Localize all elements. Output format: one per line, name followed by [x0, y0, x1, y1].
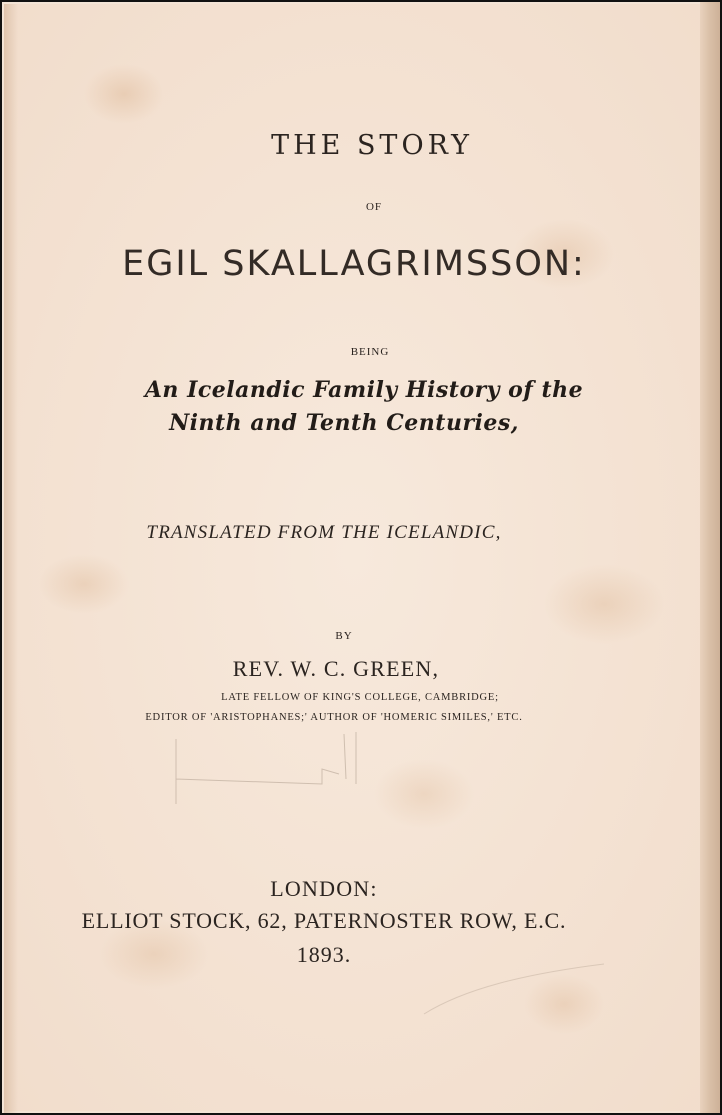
title-line-2: EGIL SKALLAGRIMSSON:: [122, 244, 586, 284]
right-page-edge: [700, 2, 720, 1113]
pencil-marks: [4, 4, 704, 1111]
publication-place: LONDON:: [270, 876, 378, 901]
author-name: REV. W. C. GREEN,: [232, 656, 440, 681]
publication-year: 1893.: [296, 942, 352, 967]
author-credential-1: LATE FELLOW OF KING'S COLLEGE, CAMBRIDGE;: [221, 692, 499, 703]
title-connector: OF: [365, 201, 383, 213]
subtitle-line-1: An Icelandic Family History of the: [144, 377, 584, 403]
title-line-1: THE STORY: [271, 130, 473, 161]
by-label: BY: [335, 630, 353, 642]
translation-note: TRANSLATED FROM THE ICELANDIC,: [146, 522, 502, 543]
publisher-line: ELLIOT STOCK, 62, PATERNOSTER ROW, E.C.: [81, 908, 567, 933]
title-page: [4, 4, 704, 1111]
being-label: BEING: [350, 346, 390, 358]
author-credential-2: EDITOR OF 'ARISTOPHANES;' AUTHOR OF 'HOMERIC SIMILES,' ETC.: [145, 712, 523, 723]
subtitle-line-2: Ninth and Tenth Centuries,: [169, 410, 519, 436]
